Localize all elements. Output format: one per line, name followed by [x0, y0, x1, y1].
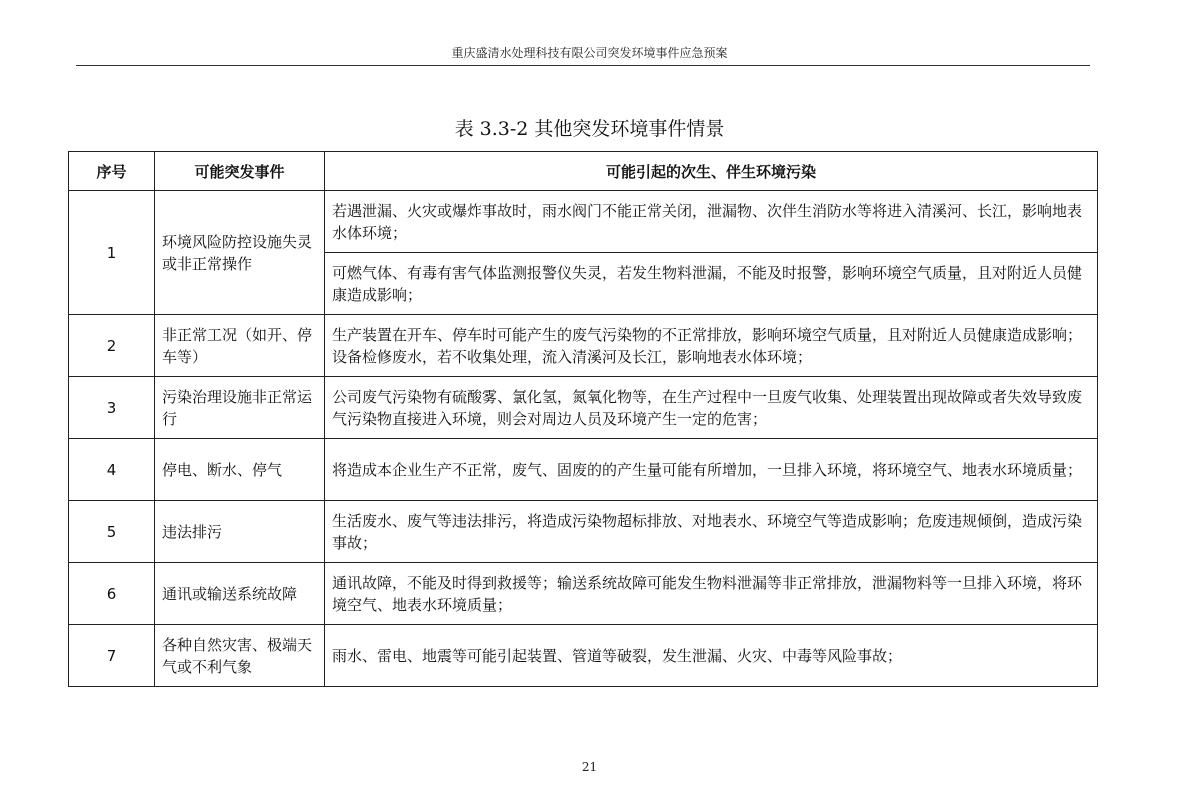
column-header-seq: 序号	[69, 152, 155, 191]
table-row	[69, 439, 1098, 501]
row-seq: 7	[69, 625, 155, 687]
row-impact: 生产装置在开车、停车时可能产生的废气污染物的不正常排放，影响环境空气质量，且对附近人员健康造成影响；设备检修废水，若不收集处理，流入清溪河及长江，影响地表水体环境；	[325, 315, 1098, 377]
row-seq: 4	[69, 439, 155, 501]
row-event: 各种自然灾害、极端天气或不利气象	[155, 625, 325, 687]
row-event: 污染治理设施非正常运行	[155, 377, 325, 439]
table-caption: 表 3.3-2 其他突发环境事件情景	[454, 118, 725, 140]
column-header-impact: 可能引起的次生、伴生环境污染	[325, 152, 1098, 191]
row-seq: 1	[69, 191, 155, 315]
row-event: 通讯或输送系统故障	[155, 563, 325, 625]
header-rule	[76, 65, 1090, 66]
row-impact: 将造成本企业生产不正常，废气、固废的的产生量可能有所增加，一旦排入环境，将环境空气、地表水环境质量；	[325, 439, 1098, 501]
row-seq: 6	[69, 563, 155, 625]
table-row	[69, 377, 1098, 439]
column-header-event: 可能突发事件	[155, 152, 325, 191]
table-row	[69, 625, 1098, 687]
page-number: 21	[581, 760, 598, 774]
table-header-row	[69, 152, 1098, 191]
table-row	[69, 501, 1098, 563]
row-impact: 雨水、雷电、地震等可能引起装置、管道等破裂，发生泄漏、火灾、中毒等风险事故；	[325, 625, 1098, 687]
table-row	[69, 191, 1098, 253]
table-row	[69, 315, 1098, 377]
table-row	[69, 563, 1098, 625]
row-seq: 5	[69, 501, 155, 563]
row-impact: 生活废水、废气等违法排污，将造成污染物超标排放、对地表水、环境空气等造成影响；危废违规倾倒，造成污染事故；	[325, 501, 1098, 563]
emergency-scenarios-table	[68, 151, 1098, 687]
row-event: 环境风险防控设施失灵或非正常操作	[155, 191, 325, 315]
row-impact: 可燃气体、有毒有害气体监测报警仪失灵，若发生物料泄漏，不能及时报警，影响环境空气质量，且对附近人员健康造成影响；	[325, 253, 1098, 315]
row-event: 非正常工况（如开、停车等）	[155, 315, 325, 377]
row-seq: 3	[69, 377, 155, 439]
row-event: 违法排污	[155, 501, 325, 563]
row-impact: 通讯故障，不能及时得到救援等；输送系统故障可能发生物料泄漏等非正常排放，泄漏物料等一旦排入环境，将环境空气、地表水环境质量；	[325, 563, 1098, 625]
row-seq: 2	[69, 315, 155, 377]
row-event: 停电、断水、停气	[155, 439, 325, 501]
running-header: 重庆盛清水处理科技有限公司突发环境事件应急预案	[451, 46, 728, 60]
row-impact: 若遇泄漏、火灾或爆炸事故时，雨水阀门不能正常关闭，泄漏物、次伴生消防水等将进入清溪河、长江，影响地表水体环境；	[325, 191, 1098, 253]
row-impact: 公司废气污染物有硫酸雾、氯化氢，氮氧化物等，在生产过程中一旦废气收集、处理装置出现故障或者失效导致废气污染物直接进入环境，则会对周边人员及环境产生一定的危害；	[325, 377, 1098, 439]
